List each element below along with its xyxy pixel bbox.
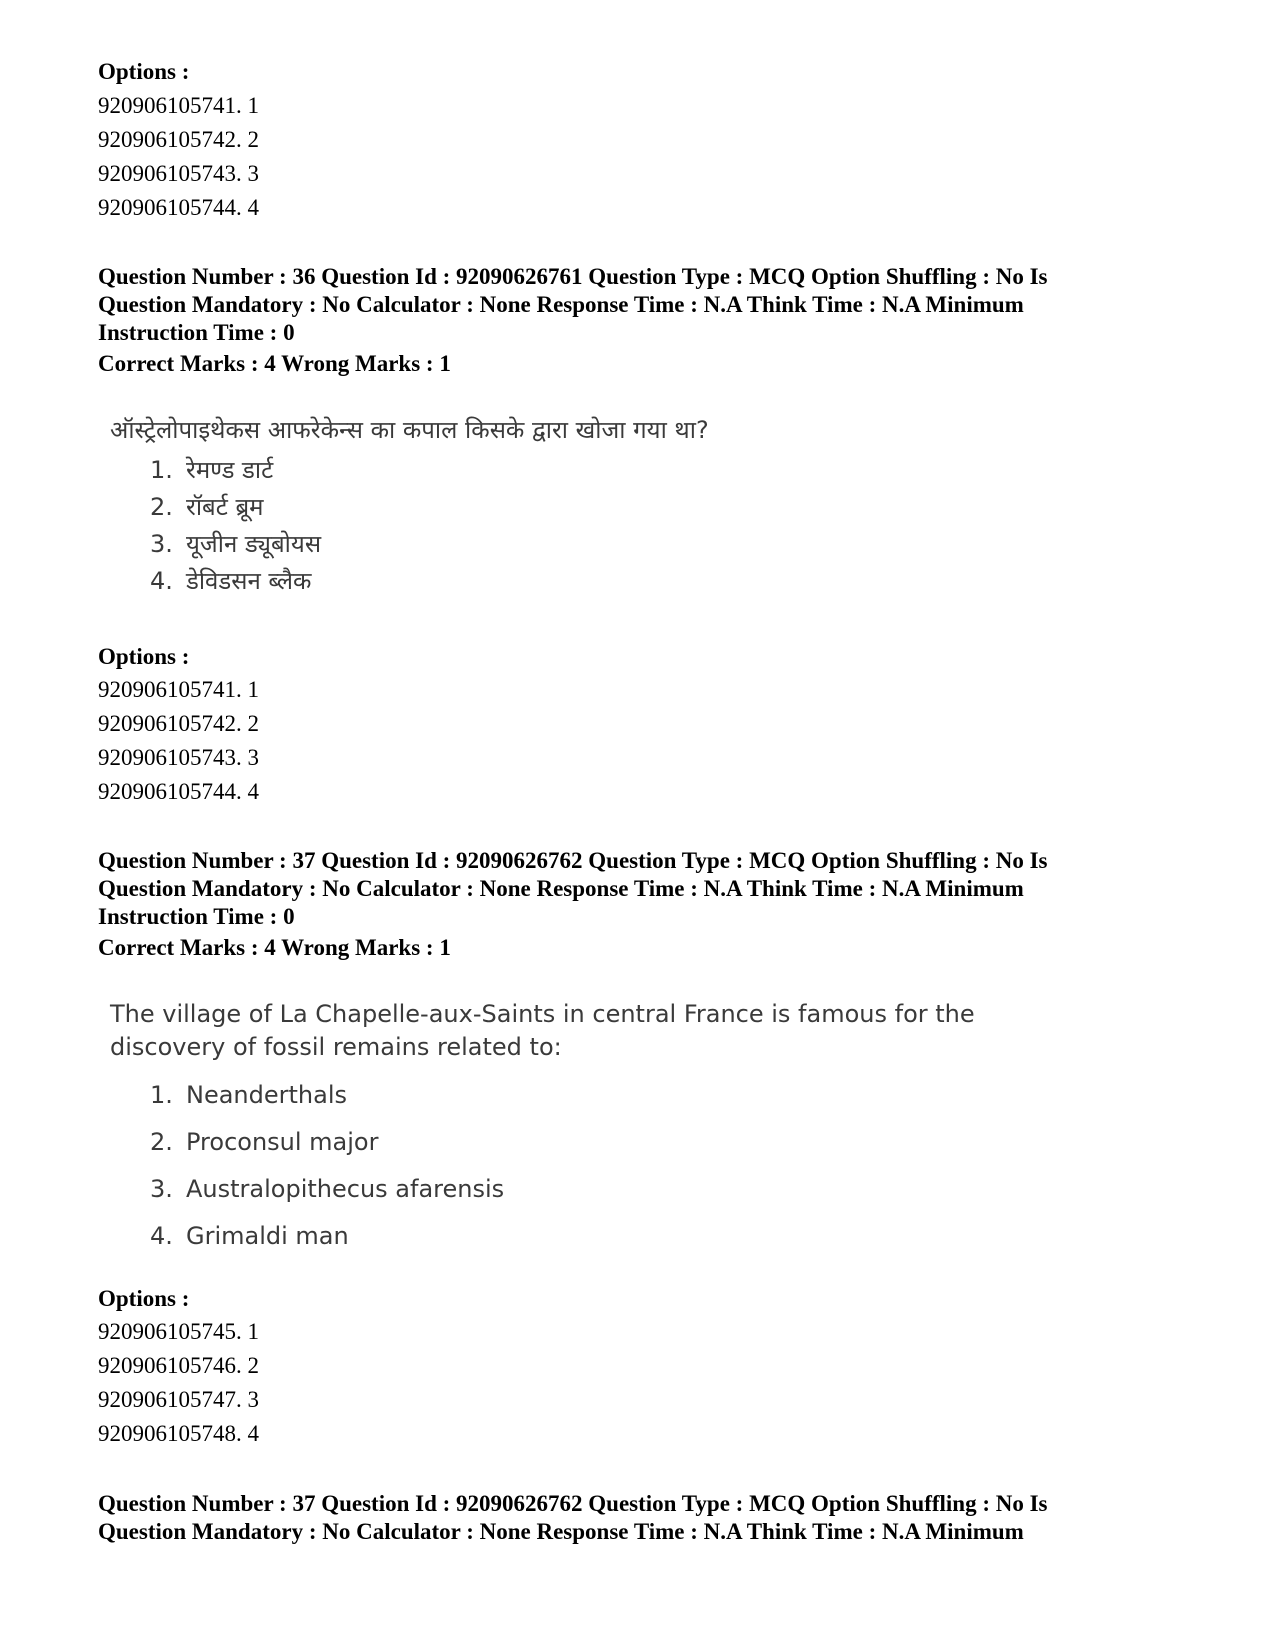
option-line: 920906105744. 4	[98, 195, 259, 220]
option-line: 920906105747. 3	[98, 1387, 259, 1412]
choice-number: 4.	[150, 1222, 173, 1250]
stem-line: discovery of fossil remains related to:	[110, 1033, 562, 1061]
question-metadata	[98, 847, 1178, 931]
choice-item	[150, 453, 273, 486]
option-line: 920906105743. 3	[98, 161, 259, 186]
option-line: 920906105742. 2	[98, 127, 259, 152]
choice-number: 2.	[150, 493, 173, 521]
choice-number: 1.	[150, 1081, 173, 1109]
options-list	[98, 1315, 259, 1451]
choice-number: 3.	[150, 530, 173, 558]
marks-line: Correct Marks : 4 Wrong Marks : 1	[98, 935, 451, 960]
meta-line: Question Mandatory : No Calculator : None Response Time : N.A Think Time : N.A Minimum	[98, 1519, 1024, 1544]
meta-line: Question Number : 36 Question Id : 92090626761 Question Type : MCQ Option Shuffling : No Is	[98, 264, 1048, 289]
question-stem: ऑस्ट्रेलोपाइथेकस आफरेकेन्स का कपाल किसके द्वारा खोजा गया था?	[110, 416, 709, 444]
choice-text: डेविडसन ब्लैक	[186, 567, 312, 595]
meta-line: Question Number : 37 Question Id : 92090626762 Question Type : MCQ Option Shuffling : No Is	[98, 848, 1048, 873]
options-label: Options :	[98, 59, 190, 84]
choice-item	[150, 1081, 347, 1109]
choice-number: 3.	[150, 1175, 173, 1203]
meta-line: Question Mandatory : No Calculator : None Response Time : N.A Think Time : N.A Minimum	[98, 876, 1024, 901]
options-list	[98, 89, 259, 225]
option-line: 920906105742. 2	[98, 711, 259, 736]
meta-line: Question Number : 37 Question Id : 92090626762 Question Type : MCQ Option Shuffling : No Is	[98, 1491, 1048, 1516]
option-line: 920906105741. 1	[98, 677, 259, 702]
choice-item	[150, 564, 311, 597]
meta-line: Question Mandatory : No Calculator : None Response Time : N.A Think Time : N.A Minimum	[98, 292, 1024, 317]
choice-text: रेमण्ड डार्ट	[186, 456, 274, 484]
option-line: 920906105741. 1	[98, 93, 259, 118]
options-label: Options :	[98, 1286, 190, 1311]
options-label: Options :	[98, 644, 190, 669]
choice-item	[150, 1128, 378, 1156]
choice-item	[150, 1175, 504, 1203]
question-stem	[110, 998, 975, 1064]
options-list	[98, 673, 259, 809]
choice-number: 2.	[150, 1128, 173, 1156]
choice-text: Australopithecus afarensis	[186, 1175, 505, 1203]
option-line: 920906105743. 3	[98, 745, 259, 770]
option-line: 920906105745. 1	[98, 1319, 259, 1344]
choice-number: 1.	[150, 456, 173, 484]
choice-text: रॉबर्ट ब्रूम	[186, 493, 264, 521]
choice-number: 4.	[150, 567, 173, 595]
option-line: 920906105748. 4	[98, 1421, 259, 1446]
choice-item	[150, 527, 321, 560]
question-metadata	[98, 263, 1178, 347]
choice-text: Proconsul major	[186, 1128, 379, 1156]
option-line: 920906105746. 2	[98, 1353, 259, 1378]
choice-item	[150, 490, 264, 523]
choice-text: यूजीन ड्यूबोयस	[186, 530, 322, 558]
question-metadata	[98, 1490, 1178, 1546]
choice-item	[150, 1222, 349, 1250]
option-line: 920906105744. 4	[98, 779, 259, 804]
marks-line: Correct Marks : 4 Wrong Marks : 1	[98, 351, 451, 376]
stem-line: The village of La Chapelle-aux-Saints in central France is famous for the	[110, 1000, 975, 1028]
meta-line: Instruction Time : 0	[98, 904, 295, 929]
choice-text: Neanderthals	[186, 1081, 348, 1109]
meta-line: Instruction Time : 0	[98, 320, 295, 345]
choice-text: Grimaldi man	[186, 1222, 349, 1250]
